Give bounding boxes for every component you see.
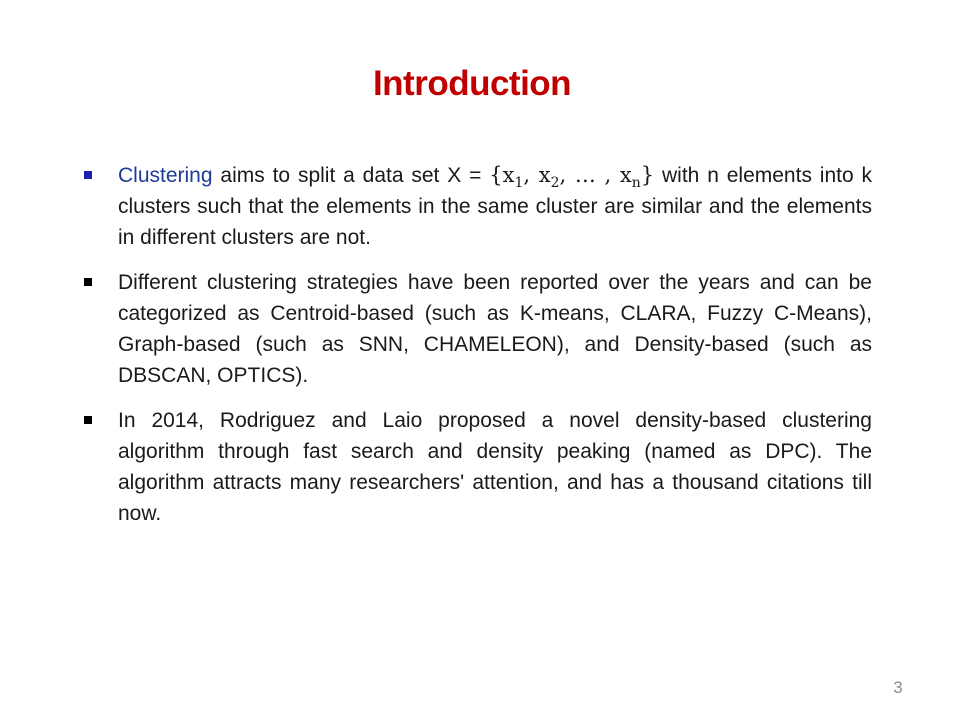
bullet-item-strategies <box>82 267 872 391</box>
set-separator-2: , … , <box>559 163 620 187</box>
x2-subscript: 2 <box>550 175 560 191</box>
page-number: 3 <box>893 678 903 697</box>
bullet-text-before-math: aims to split a data set X = <box>212 164 490 187</box>
set-close-brace: } <box>640 163 655 187</box>
bullet-list <box>82 160 872 543</box>
x2-base: x <box>538 163 551 187</box>
square-bullet-icon <box>84 171 92 179</box>
bullet-item-dpc <box>82 405 872 529</box>
set-separator-1: , <box>523 163 539 187</box>
slide-title: Introduction <box>372 64 572 103</box>
square-bullet-icon <box>84 416 92 424</box>
clustering-term: Clustering <box>118 164 213 187</box>
xn-base: x <box>619 163 632 187</box>
x1-subscript: 1 <box>514 175 524 191</box>
bullet-text: In 2014, Rodriguez and Laio proposed a novel density-based clustering algorithm through fast search and density peaking (named as DPC). The algorithm attracts many researchers' attention, and has a thousand citations till now. <box>118 409 872 525</box>
x1-base: x <box>502 163 515 187</box>
bullet-text-after-math: with n elements into k clusters such that the elements in the same cluster are similar and the elements in different clusters are not. <box>118 164 873 249</box>
square-bullet-icon <box>84 278 92 286</box>
set-open-brace: { <box>489 163 503 187</box>
bullet-text: Different clustering strategies have been reported over the years and can be categorized as Centroid-based (such as K-means, CLARA, Fuzzy C-Means), Graph-based (such as SNN, CHAMELEON), and Density-based (such as DBSCAN, OPTICS). <box>118 271 872 387</box>
bullet-item-clustering <box>82 160 872 253</box>
dataset-set-notation <box>489 163 655 191</box>
xn-subscript: n <box>631 175 641 191</box>
